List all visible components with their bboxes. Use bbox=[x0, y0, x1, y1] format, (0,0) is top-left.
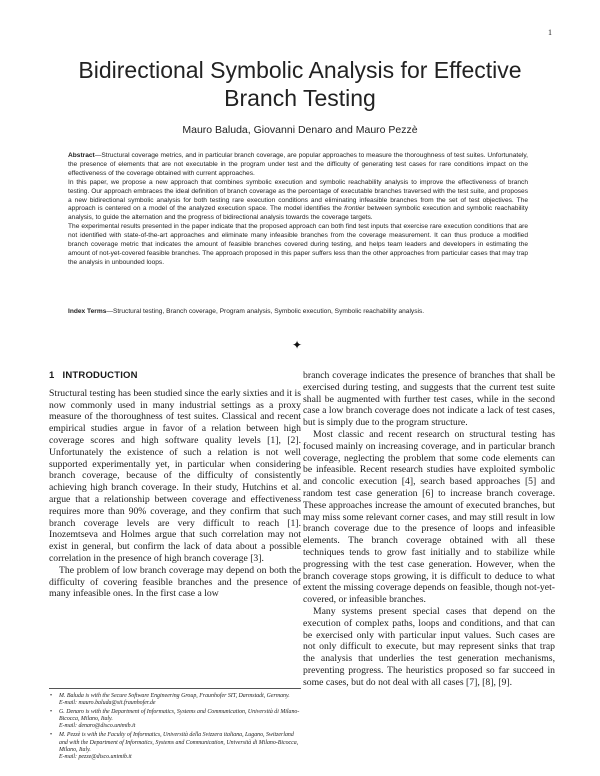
footnote: • M. Baluda is with the Secure Software Engineering Group, Fraunhofer SIT, Darmstadt, Germany. E-mail: mauro.baluda@sit.fraunhofer.de bbox=[49, 693, 301, 707]
footnote: • G. Denaro is with the Department of Informatics, Systems and Communication, Università di Milano-Bicocca, Milano, Italy. E-mail: denaro@disco.unimib.it bbox=[50, 709, 300, 730]
body-paragraph: Many systems present special cases that depend on the execution of complex paths, loops and conditions, and that can be exercised only with particular input values. Such cases are not only difficult to execute, but may represent sinks that trap the analysis that underlies the test generation mechanisms, preventing progress. The heuristics proposed so far succeed in some cases, but do not deal with all cases [7], [8], [9]. bbox=[303, 605, 555, 688]
frontier-term: frontier bbox=[344, 205, 365, 213]
section-separator-icon: ✦ bbox=[292, 338, 303, 352]
index-terms: Index Terms—Structural testing, Branch coverage, Program analysis, Symbolic execution, Symbolic reachability analysis. bbox=[68, 308, 425, 315]
bullet-icon: • bbox=[50, 693, 53, 699]
body-paragraph: The problem of low branch coverage may depend on both the difficulty of covering feasible branches and the presence of many infeasible ones. In the first case a low bbox=[49, 564, 301, 600]
author-list: Mauro Baluda, Giovanni Denaro and Mauro Pezzè bbox=[182, 124, 418, 136]
section-number: 1 bbox=[49, 370, 55, 381]
abstract-paragraph-1: Abstract—Structural coverage metrics, and in particular branch coverage, are popular approaches to measure the thoroughness of test suites. Unfortunately, the presence of elements that are not executable in the program under test and the difficulty of generating test cases for rare conditions impact on the effectiveness of the coverage obtained with current approaches. bbox=[68, 152, 528, 177]
index-terms-label: Index Terms bbox=[68, 308, 107, 315]
body-paragraph: branch coverage indicates the presence of branches that shall be exercised during testing, and suggests that the current test suite shall be augmented with further test cases, while in the second case a low branch coverage does not indicate a lack of test cases, but is simply due to the program structure. bbox=[303, 370, 555, 429]
bullet-icon: • bbox=[50, 709, 53, 716]
footnote-email: E-mail: pezze@disco.unimib.it bbox=[59, 753, 132, 760]
author-affiliations bbox=[49, 688, 301, 763]
footnote-rule bbox=[49, 688, 301, 689]
index-terms-text: Structural testing, Branch coverage, Program analysis, Symbolic execution, Symbolic reachability analysis. bbox=[112, 308, 425, 315]
body-paragraph: Structural testing has been studied since the early sixties and it is now commonly used in many industrial settings as a proxy measure of the thoroughness of test suites. Classical and recent empirical studies argue in favor of a relation between high coverage scores and high software quality levels [1], [2]. Unfortunately the existence of such a relation is not well supported experimentally yet, in particular when considering branch coverage, because of the difficulty of consistently achieving high branch coverage. In their study, Hutchins et al. argue that a relationship between coverage and effectiveness requires more than 90% coverage, and they confirm that such branch coverage levels are very difficult to reach [1]. Inozemtseva and Holmes argue that such correlation may not exist in general, but confirm the lack of data about a possible correlation in the presence of high branch coverage [3]. bbox=[49, 387, 301, 564]
section-title: INTRODUCTION bbox=[62, 370, 138, 381]
abstract bbox=[68, 152, 528, 268]
section-heading bbox=[49, 370, 301, 382]
footnote-email: E-mail: denaro@disco.unimib.it bbox=[59, 723, 136, 730]
left-column bbox=[49, 370, 301, 600]
paper-title: Bidirectional Symbolic Analysis for Effective Branch Testing bbox=[78, 57, 522, 111]
bullet-icon: • bbox=[50, 732, 53, 739]
right-column bbox=[303, 370, 555, 689]
abstract-paragraph-3: The experimental results presented in the paper indicate that the proposed approach can both find test inputs that exercise rare execution conditions that are not identified with state-of-the-art approaches and eliminate many infeasible branches from the coverage measurement. It can thus produce a modified branch coverage metric that indicates the amount of feasible branches covered during testing, and helps team leaders and developers in estimating the amount of not-yet-covered feasible branches. The approach proposed in this paper suffers less than the other approaches from particular cases that may trap the analysis in unbounded loops. bbox=[68, 223, 528, 266]
abstract-label: Abstract bbox=[68, 152, 95, 159]
footnote-email: E-mail: mauro.baluda@sit.fraunhofer.de bbox=[59, 700, 156, 707]
abstract-paragraph-2: In this paper, we propose a new approach that combines symbolic execution and symbolic reachability analysis to improve the effectiveness of branch testing. Our approach embraces the ideal definition of branch coverage as the percentage of executable branches traversed with the test suite, and proposes a new bidirectional symbolic analysis for both testing rare execution conditions and eliminating infeasible branches from the set of test objectives. The approach is centered on a model of the analyzed execution space. The model identifies the frontier between symbolic execution and symbolic reachability analysis, to guide the alternation and the progress of bidirectional analysis towards the coverage targets. bbox=[68, 178, 528, 222]
footnote: • M. Pezzè is with the Faculty of Informatics, Università della Svizzera italiana, Lugano, Switzerland and with the Department of Informatics, Systems and Communication, Università di Milano-Bicocca, Milano, Italy. E-mail: pezze@disco.unimib.it bbox=[49, 732, 301, 760]
page-number: 1 bbox=[548, 28, 552, 37]
body-paragraph: Most classic and recent research on structural testing has focused mainly on increasing coverage, and in particular branch coverage, neglecting the problem that some code elements can be infeasible. Recent research studies have exploited symbolic and concolic execution [4], search based approaches [5] and random test case generation [6] to increase branch coverage. These approaches increase the amount of executed branches, but may miss some relevant corner cases, and may still result in low branch coverage due to the presence of loops and infeasible elements. The branch coverage obtained with all these techniques tends to grow fast initially and to stabilize while progressing with the test case generation. However, when the branch coverage stops growing, it is difficult to deduce to what extent the missing coverage depends on feasible, though not-yet-covered, or infeasible branches. bbox=[303, 428, 555, 606]
